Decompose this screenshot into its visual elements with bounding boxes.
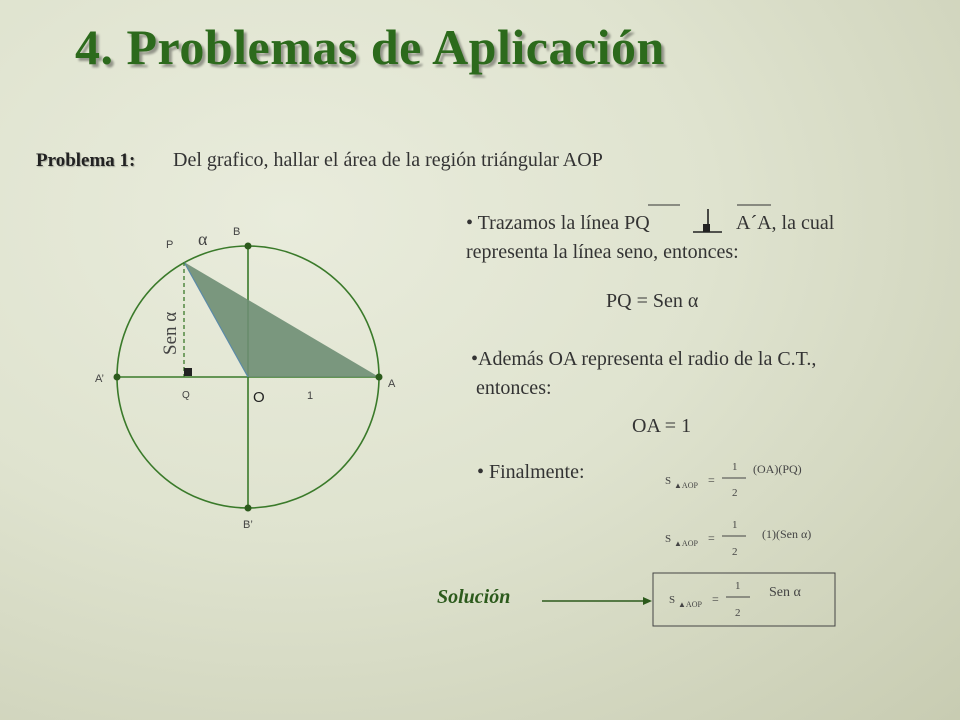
step2-line1: •Además OA representa el radio de la C.T., [471,348,817,370]
svg-text:=: = [708,531,715,545]
label-b: B [233,226,241,238]
problem-label: Problema 1: [36,150,136,171]
svg-text:S: S [665,475,672,487]
step1-line2: representa la línea seno, entonces: [466,241,739,263]
svg-text:=: = [708,473,715,487]
formula-area-1 [665,461,802,499]
step2-line2: entonces: [476,377,552,399]
step3-label: • Finalmente: [477,461,585,483]
svg-text:=: = [712,592,719,606]
label-sen-alpha: Sen α [160,311,181,355]
page-title: 4. Problemas de Aplicación [75,19,665,75]
problem-statement: Del grafico, hallar el área de la región triángular AOP [173,149,603,171]
step1-aa: A´A, la cual [736,212,835,234]
perpendicular-icon [693,209,722,232]
triangle-aop [184,262,379,377]
solution-label: Solución [437,586,511,608]
solution-arrow-icon [542,597,652,605]
svg-text:1: 1 [732,519,738,531]
point-b-prime [245,505,252,512]
label-p: P [166,239,174,251]
svg-text:2: 2 [732,546,738,558]
formula-area-solution [669,580,802,619]
svg-text:(1)(Sen α): (1)(Sen α) [762,527,812,541]
svg-text:(OA)(PQ): (OA)(PQ) [753,462,802,476]
label-a: A [388,378,396,390]
label-b-prime: B’ [243,519,253,531]
label-one: 1 [307,390,314,402]
equation-oa: OA = 1 [632,415,692,437]
svg-text:2: 2 [735,607,741,619]
label-o: O [253,389,265,406]
right-angle-mark [184,368,192,376]
step1-line1: • Trazamos la línea PQ [466,212,650,234]
svg-text:1: 1 [735,580,741,592]
point-a-prime [114,374,121,381]
formula-area-2 [665,519,811,558]
svg-text:2: 2 [732,487,738,499]
svg-text:S: S [669,594,676,606]
svg-text:▲AOP: ▲AOP [678,600,702,609]
svg-text:1: 1 [732,461,738,473]
svg-text:▲AOP: ▲AOP [674,539,698,548]
label-a-prime: A’ [95,373,104,385]
label-q: Q [182,390,190,401]
svg-text:Sen α: Sen α [769,585,801,600]
point-b [245,243,252,250]
svg-text:S: S [665,533,672,545]
point-a [376,374,383,381]
label-alpha: α [198,229,208,249]
svg-text:▲AOP: ▲AOP [674,481,698,490]
equation-pq: PQ = Sen α [606,290,699,312]
